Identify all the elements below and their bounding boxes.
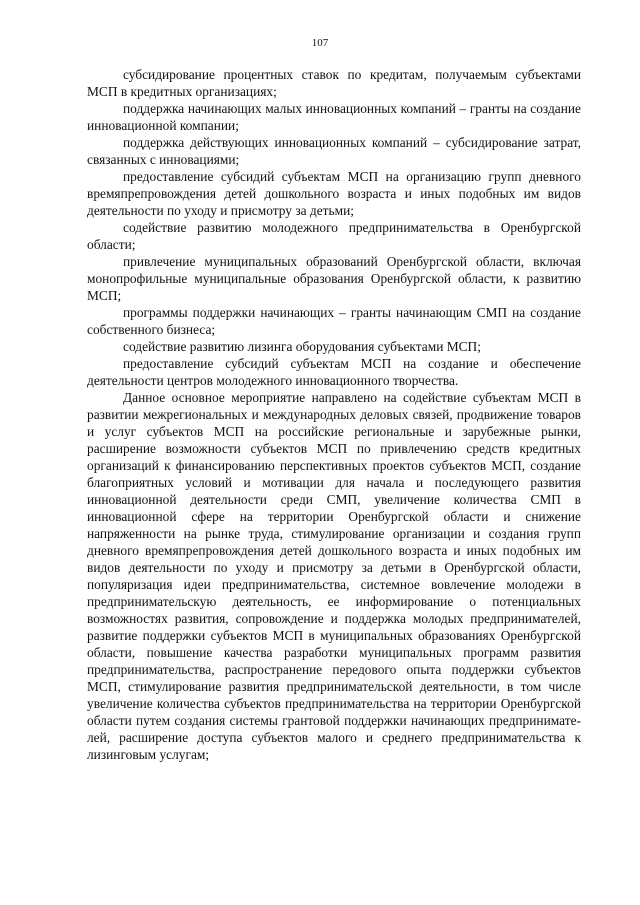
paragraph-youth-centers: предоставление субсидий субъектам МСП на создание и обеспечение деятельности центров молодежного инновационного творчества. bbox=[87, 356, 581, 388]
document-body bbox=[87, 66, 581, 763]
page-number: 107 bbox=[311, 37, 329, 49]
paragraph-municipal-involvement: привлечение муниципальных образований Оренбургской области, включая монопрофильные муниципальные образования Оренбургской области, к развитию МСП; bbox=[87, 254, 581, 303]
paragraph-childcare-subsidy: предоставление субсидий субъектам МСП на организацию групп дневного времяпрепровождения детей дошкольного возраста и иных подобных им видов деятельности по уходу и присмотру за детьми; bbox=[87, 169, 581, 218]
paragraph-beginner-programs: программы поддержки начинающих – гранты начинающим СМП на создание собственного бизнеса; bbox=[87, 305, 581, 337]
paragraph-interest-subsidy: субсидирование процентных ставок по кредитам, получаемым субъектами МСП в кредитных организациях; bbox=[87, 67, 581, 99]
paragraph-youth-entrepreneurship: содействие развитию молодежного предпринимательства в Оренбургской области; bbox=[87, 220, 581, 252]
paragraph-main-activity: Данное основное мероприятие направлено на содействие субъектам МСП в развитии межрегиональных и международных деловых связей, продвижение товаров и услуг субъектов МСП на российские региональные и зарубежные рынки, расширение возможности субъектов МСП по привлечению средств кредитных организаций к финансированию перспективных проектов субъектов МСП, создание благоприятных условий и мотивации для начала и последующего развития инновационной деятельности среди СМП, увеличение количества СМП в инновационной сфере на территории Оренбургской области и снижение напряженности на рынке труда, стимулирование организации и создания групп дневного времяпрепровождения детей дошкольного возраста и иных подобных им видов деятельности по уходу и присмотру за детьми в Оренбургской области, популяризация идеи предпринимательства, системное вовлечение молодежи в предпринимательскую деятельность, ее информирование о потенциальных возможностях развития, сопровождение и поддержка молодых предпринимателей, развитие поддержки субъектов МСП в муниципальных образованиях Оренбургской области, повышение качества разработки муниципальных программ развития предпринимательства, распространение передового опыта поддержки субъектов МСП, стимулирование развития предпринимательской деятельности, в том числе увеличение количества субъектов предпринимательства на территории Оренбургской области путем создания системы грантовой поддержки начинающих предпринимателей, расширение доступа субъектов малого и среднего предпринимательства к лизинговым услугам; bbox=[87, 390, 581, 762]
paragraph-startup-grants: поддержка начинающих малых инновационных компаний – гранты на создание инновационной компании; bbox=[87, 101, 581, 133]
paragraph-innovation-subsidy: поддержка действующих инновационных компаний – субсидирование затрат, связанных с инновациями; bbox=[87, 135, 581, 167]
paragraph-leasing: содействие развитию лизинга оборудования субъектами МСП; bbox=[123, 339, 481, 354]
